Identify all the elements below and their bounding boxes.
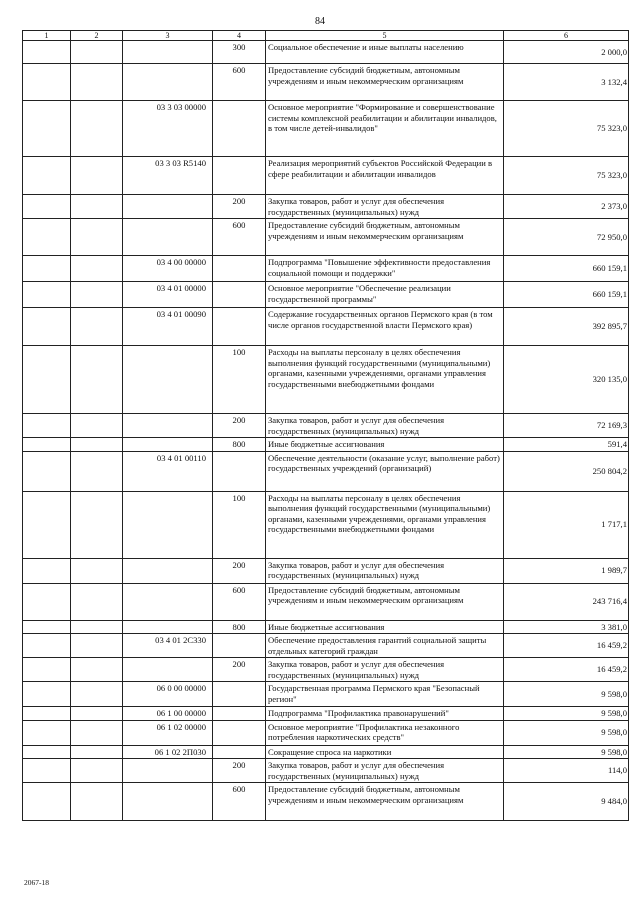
amount: 1 717,1 (504, 491, 629, 558)
table-row (23, 101, 629, 157)
amount: 660 159,1 (504, 256, 629, 282)
expense-type-code (213, 451, 266, 491)
target-article-code (123, 195, 213, 219)
table-row (23, 583, 629, 620)
cell-col2 (71, 308, 123, 346)
expense-type-code: 200 (213, 558, 266, 583)
cell-col2 (71, 620, 123, 634)
expense-type-code (213, 101, 266, 157)
cell-col1 (23, 620, 71, 634)
target-article-code (123, 491, 213, 558)
item-name: Предоставление субсидий бюджетным, автономным учреждениям и иным некоммерческим организациям (266, 64, 504, 101)
table-row (23, 682, 629, 707)
table-row (23, 491, 629, 558)
amount: 114,0 (504, 759, 629, 783)
item-name: Подпрограмма "Профилактика правонарушений" (266, 707, 504, 721)
target-article-code (123, 346, 213, 414)
cell-col2 (71, 745, 123, 759)
amount: 591,4 (504, 438, 629, 452)
amount: 72 950,0 (504, 219, 629, 256)
amount: 3 381,0 (504, 620, 629, 634)
amount: 9 484,0 (504, 783, 629, 821)
table-row (23, 451, 629, 491)
target-article-code: 03 4 00 00000 (123, 256, 213, 282)
expense-type-code: 600 (213, 64, 266, 101)
table-row (23, 634, 629, 658)
cell-col2 (71, 157, 123, 195)
cell-col1 (23, 451, 71, 491)
target-article-code: 03 4 01 00110 (123, 451, 213, 491)
cell-col2 (71, 634, 123, 658)
item-name: Социальное обеспечение и иные выплаты населению (266, 41, 504, 64)
item-name: Сокращение спроса на наркотики (266, 745, 504, 759)
cell-col1 (23, 414, 71, 438)
cell-col1 (23, 682, 71, 707)
expense-type-code (213, 308, 266, 346)
target-article-code: 06 1 00 00000 (123, 707, 213, 721)
item-name: Закупка товаров, работ и услуг для обеспечения государственных (муниципальных) нужд (266, 558, 504, 583)
page-number: 84 (315, 16, 325, 27)
expense-type-code: 600 (213, 219, 266, 256)
expense-type-code (213, 157, 266, 195)
cell-col1 (23, 583, 71, 620)
cell-col1 (23, 157, 71, 195)
cell-col2 (71, 783, 123, 821)
cell-col1 (23, 707, 71, 721)
cell-col1 (23, 438, 71, 452)
cell-col2 (71, 64, 123, 101)
cell-col2 (71, 195, 123, 219)
expense-type-code (213, 707, 266, 721)
amount: 320 135,0 (504, 346, 629, 414)
target-article-code: 03 4 01 00090 (123, 308, 213, 346)
expense-type-code: 600 (213, 583, 266, 620)
table-row (23, 308, 629, 346)
item-name: Обеспечение деятельности (оказание услуг, выполнение работ) государственных учреждений (организаций) (266, 451, 504, 491)
expense-type-code (213, 634, 266, 658)
cell-col1 (23, 783, 71, 821)
target-article-code: 03 3 03 R5140 (123, 157, 213, 195)
cell-col1 (23, 219, 71, 256)
expense-type-code: 200 (213, 414, 266, 438)
table-row (23, 41, 629, 64)
cell-col2 (71, 682, 123, 707)
cell-col2 (71, 346, 123, 414)
cell-col1 (23, 282, 71, 308)
amount: 75 323,0 (504, 157, 629, 195)
table-row (23, 195, 629, 219)
expense-type-code: 600 (213, 783, 266, 821)
item-name: Подпрограмма "Повышение эффективности предоставления социальной помощи и поддержки" (266, 256, 504, 282)
target-article-code (123, 219, 213, 256)
table-row (23, 720, 629, 745)
expense-type-code: 800 (213, 438, 266, 452)
amount: 9 598,0 (504, 745, 629, 759)
cell-col2 (71, 558, 123, 583)
cell-col1 (23, 558, 71, 583)
cell-col1 (23, 195, 71, 219)
amount: 2 000,0 (504, 41, 629, 64)
target-article-code (123, 658, 213, 682)
item-name: Государственная программа Пермского края "Безопасный регион" (266, 682, 504, 707)
document-code: 2067-18 (24, 878, 49, 887)
amount: 9 598,0 (504, 720, 629, 745)
target-article-code (123, 438, 213, 452)
cell-col2 (71, 414, 123, 438)
cell-col2 (71, 282, 123, 308)
cell-col2 (71, 658, 123, 682)
cell-col2 (71, 438, 123, 452)
table-row (23, 658, 629, 682)
amount: 1 989,7 (504, 558, 629, 583)
target-article-code (123, 414, 213, 438)
header-row (23, 31, 629, 41)
cell-col1 (23, 745, 71, 759)
item-name: Расходы на выплаты персоналу в целях обеспечения выполнения функций государственными (муниципальными) органами, казенными учреждениями, органами управления государственными внебюджетными фондами (266, 491, 504, 558)
expense-type-code (213, 720, 266, 745)
item-name: Расходы на выплаты персоналу в целях обеспечения выполнения функций государственными (муниципальными) органами, казенными учреждениями, органами управления государственными внебюджетными фондами (266, 346, 504, 414)
target-article-code (123, 41, 213, 64)
table-row (23, 64, 629, 101)
col-header-3: 3 (123, 31, 213, 41)
cell-col1 (23, 64, 71, 101)
item-name: Предоставление субсидий бюджетным, автономным учреждениям и иным некоммерческим организациям (266, 219, 504, 256)
table-row (23, 707, 629, 721)
target-article-code: 06 1 02 2П030 (123, 745, 213, 759)
target-article-code: 06 1 02 00000 (123, 720, 213, 745)
cell-col2 (71, 707, 123, 721)
target-article-code (123, 558, 213, 583)
table-row (23, 745, 629, 759)
expense-type-code (213, 256, 266, 282)
table-row (23, 620, 629, 634)
col-header-6: 6 (504, 31, 629, 41)
col-header-5: 5 (266, 31, 504, 41)
amount: 75 323,0 (504, 101, 629, 157)
item-name: Иные бюджетные ассигнования (266, 438, 504, 452)
cell-col1 (23, 101, 71, 157)
cell-col1 (23, 634, 71, 658)
expense-type-code: 200 (213, 658, 266, 682)
item-name: Основное мероприятие "Обеспечение реализации государственной программы" (266, 282, 504, 308)
table-row (23, 759, 629, 783)
table-row (23, 414, 629, 438)
target-article-code: 03 4 01 00000 (123, 282, 213, 308)
amount: 392 895,7 (504, 308, 629, 346)
item-name: Основное мероприятие "Формирование и совершенствование системы комплексной реабилитации и абилитации инвалидов, в том числе детей-инвалидов" (266, 101, 504, 157)
target-article-code (123, 64, 213, 101)
cell-col1 (23, 720, 71, 745)
amount: 250 804,2 (504, 451, 629, 491)
target-article-code (123, 759, 213, 783)
item-name: Иные бюджетные ассигнования (266, 620, 504, 634)
amount: 9 598,0 (504, 707, 629, 721)
cell-col2 (71, 491, 123, 558)
item-name: Основное мероприятие "Профилактика незаконного потребления наркотических средств" (266, 720, 504, 745)
expense-type-code (213, 745, 266, 759)
cell-col2 (71, 759, 123, 783)
item-name: Предоставление субсидий бюджетным, автономным учреждениям и иным некоммерческим организациям (266, 783, 504, 821)
cell-col1 (23, 256, 71, 282)
target-article-code: 03 4 01 2С330 (123, 634, 213, 658)
col-header-2: 2 (71, 31, 123, 41)
expense-type-code: 200 (213, 759, 266, 783)
cell-col2 (71, 451, 123, 491)
cell-col1 (23, 658, 71, 682)
expense-type-code (213, 682, 266, 707)
cell-col2 (71, 219, 123, 256)
cell-col1 (23, 346, 71, 414)
expense-type-code (213, 282, 266, 308)
amount: 2 373,0 (504, 195, 629, 219)
amount: 72 169,3 (504, 414, 629, 438)
cell-col1 (23, 308, 71, 346)
cell-col2 (71, 41, 123, 64)
cell-col2 (71, 583, 123, 620)
amount: 16 459,2 (504, 634, 629, 658)
item-name: Закупка товаров, работ и услуг для обеспечения государственных (муниципальных) нужд (266, 759, 504, 783)
cell-col1 (23, 491, 71, 558)
item-name: Закупка товаров, работ и услуг для обеспечения государственных (муниципальных) нужд (266, 195, 504, 219)
cell-col2 (71, 101, 123, 157)
expense-type-code: 100 (213, 491, 266, 558)
target-article-code (123, 783, 213, 821)
table-row (23, 157, 629, 195)
item-name: Обеспечение предоставления гарантий социальной защиты отдельных категорий граждан (266, 634, 504, 658)
target-article-code: 03 3 03 00000 (123, 101, 213, 157)
amount: 243 716,4 (504, 583, 629, 620)
amount: 9 598,0 (504, 682, 629, 707)
target-article-code: 06 0 00 00000 (123, 682, 213, 707)
col-header-1: 1 (23, 31, 71, 41)
table-row (23, 783, 629, 821)
cell-col1 (23, 759, 71, 783)
table-row (23, 256, 629, 282)
item-name: Содержание государственных органов Пермского края (в том числе органов государственной власти Пермского края) (266, 308, 504, 346)
table-row (23, 558, 629, 583)
col-header-4: 4 (213, 31, 266, 41)
cell-col2 (71, 720, 123, 745)
cell-col1 (23, 41, 71, 64)
expense-type-code: 300 (213, 41, 266, 64)
table-row (23, 219, 629, 256)
target-article-code (123, 583, 213, 620)
amount: 660 159,1 (504, 282, 629, 308)
table-row (23, 438, 629, 452)
target-article-code (123, 620, 213, 634)
expense-type-code: 800 (213, 620, 266, 634)
item-name: Реализация мероприятий субъектов Российской Федерации в сфере реабилитации и абилитации инвалидов (266, 157, 504, 195)
table-row (23, 346, 629, 414)
expense-type-code: 100 (213, 346, 266, 414)
item-name: Закупка товаров, работ и услуг для обеспечения государственных (муниципальных) нужд (266, 414, 504, 438)
cell-col2 (71, 256, 123, 282)
table-row (23, 282, 629, 308)
amount: 16 459,2 (504, 658, 629, 682)
item-name: Закупка товаров, работ и услуг для обеспечения государственных (муниципальных) нужд (266, 658, 504, 682)
item-name: Предоставление субсидий бюджетным, автономным учреждениям и иным некоммерческим организациям (266, 583, 504, 620)
budget-table (22, 30, 629, 821)
amount: 3 132,4 (504, 64, 629, 101)
expense-type-code: 200 (213, 195, 266, 219)
